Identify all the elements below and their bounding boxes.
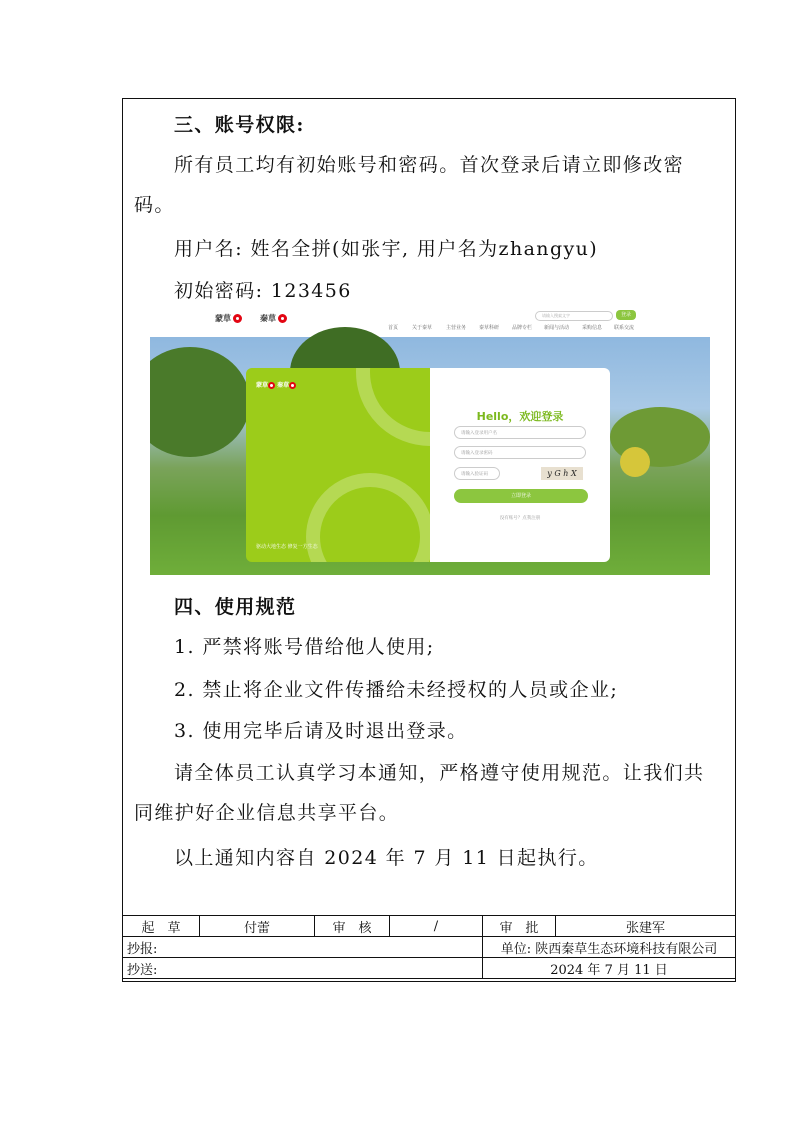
captcha-input[interactable]: 请输入验证码 bbox=[454, 467, 500, 480]
nav-item[interactable]: 首页 bbox=[388, 325, 399, 331]
username-rule: 用户名: 姓名全拼(如张宇, 用户名为zhangyu) bbox=[174, 238, 599, 260]
nav-item[interactable]: 秦草科研 bbox=[479, 325, 500, 331]
header-login-button[interactable]: 登录 bbox=[616, 310, 636, 320]
login-title: Hello，欢迎登录 bbox=[476, 410, 564, 423]
nav-item[interactable]: 主营业务 bbox=[446, 325, 467, 331]
closing-line2: 同维护好企业信息共享平台。 bbox=[134, 802, 400, 824]
effective-date-line: 以上通知内容自 2024 年 7 月 11 日起执行。 bbox=[174, 847, 599, 869]
section3-line2: 码。 bbox=[134, 194, 175, 216]
site-header bbox=[150, 305, 710, 337]
nav-item[interactable]: 品牌专栏 bbox=[512, 325, 533, 331]
register-link[interactable]: 没有账号？点我注册 bbox=[499, 516, 541, 521]
nav-item[interactable]: 采购信息 bbox=[582, 325, 603, 331]
username-input[interactable]: 请输入登录用户名 bbox=[454, 426, 586, 439]
rule-item: 1. 严禁将账号借给他人使用; bbox=[174, 636, 435, 658]
section4-heading: 四、使用规范 bbox=[174, 596, 297, 618]
drafter: 付蕾 bbox=[200, 916, 315, 937]
issue-date: 2024 年 7 月 11 日 bbox=[483, 958, 736, 979]
qincao-logo: 秦草 bbox=[260, 313, 287, 324]
captcha-image[interactable]: y G h X bbox=[541, 467, 583, 480]
slogan: 驱动大地生态 修复一方生态 bbox=[256, 544, 318, 550]
search-input[interactable]: 请输入搜索文字 bbox=[535, 311, 613, 321]
section3-heading: 三、账号权限: bbox=[174, 114, 305, 136]
nav-item[interactable]: 联系交流 bbox=[614, 325, 635, 331]
section3-line1: 所有员工均有初始账号和密码。首次登录后请立即修改密 bbox=[174, 154, 685, 176]
cc-label: 抄报: bbox=[123, 937, 483, 958]
card-logo: 蒙草 秦草 bbox=[256, 380, 296, 389]
rule-item: 2. 禁止将企业文件传播给未经授权的人员或企业; bbox=[174, 679, 619, 701]
password-rule: 初始密码: 123456 bbox=[174, 280, 352, 302]
review-label: 审 核 bbox=[315, 916, 390, 937]
approver: 张建军 bbox=[556, 916, 736, 937]
rule-item: 3. 使用完毕后请及时退出登录。 bbox=[174, 720, 468, 742]
approve-label: 审 批 bbox=[483, 916, 556, 937]
send-label: 抄送: bbox=[123, 958, 483, 979]
nav-item[interactable]: 新闻与活动 bbox=[544, 325, 570, 331]
reviewer: / bbox=[390, 916, 483, 937]
login-screenshot bbox=[150, 305, 710, 575]
nav-item[interactable]: 关于秦草 bbox=[412, 325, 433, 331]
submit-login-button[interactable]: 立即登录 bbox=[454, 489, 588, 503]
draft-label: 起 草 bbox=[123, 916, 200, 937]
login-card-banner bbox=[246, 368, 430, 562]
password-input[interactable]: 请输入登录密码 bbox=[454, 446, 586, 459]
approval-table bbox=[122, 915, 736, 979]
unit-name: 单位: 陕西秦草生态环境科技有限公司 bbox=[483, 937, 736, 958]
mengcao-logo: 蒙草 bbox=[215, 313, 242, 324]
closing-line1: 请全体员工认真学习本通知，严格遵守使用规范。让我们共 bbox=[174, 762, 705, 784]
login-form bbox=[430, 368, 610, 562]
